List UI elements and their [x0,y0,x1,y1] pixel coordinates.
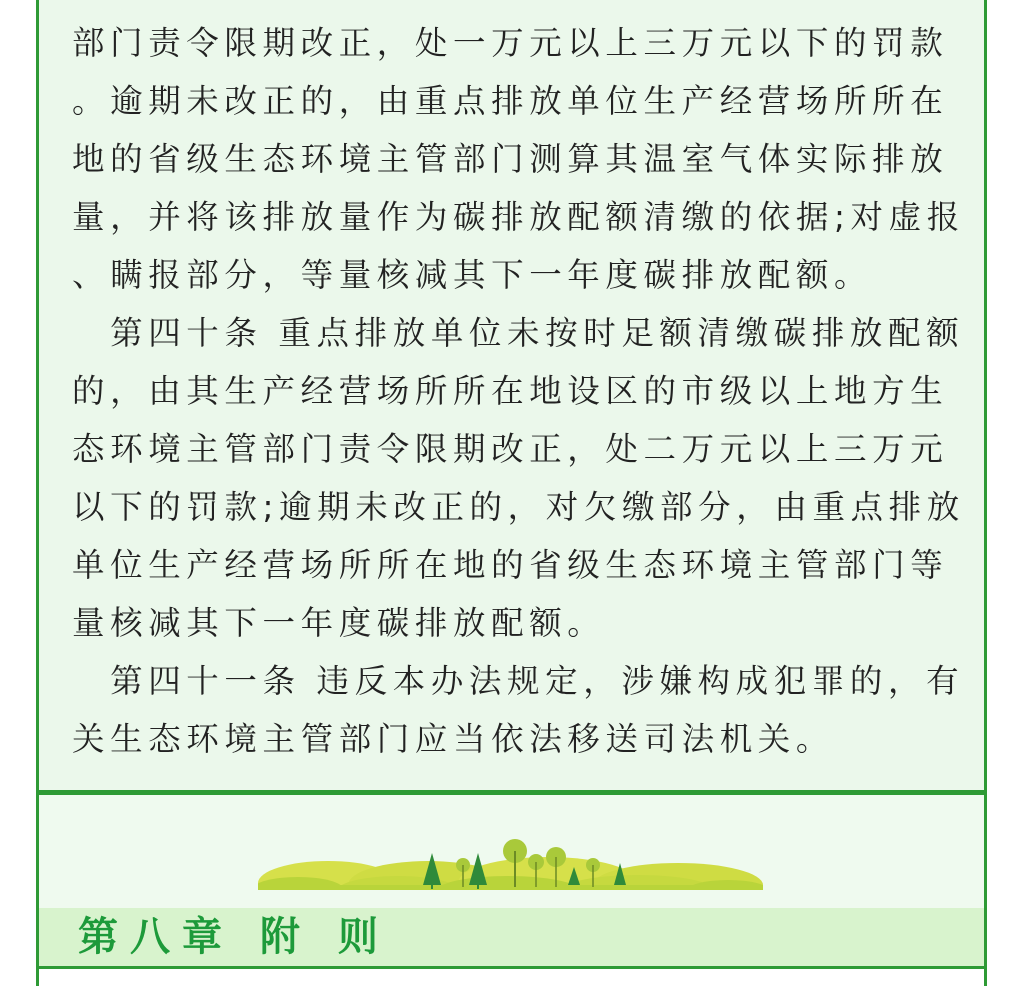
text-line: 单位生产经营场所所在地的省级生态环境主管部门等 [72,546,949,584]
text-line: 关生态环境主管部门应当依法移送司法机关。 [72,720,835,758]
text-line: 。逾期未改正的，由重点排放单位生产经营场所所在 [72,82,949,120]
article-41-first-line: 第四十一条 违反本办法规定，涉嫌构成犯罪的，有 [72,662,965,700]
text-line: 地的省级生态环境主管部门测算其温室气体实际排放 [72,140,949,178]
text-line: 量，并将该排放量作为碳排放配额清缴的依据;对虚报 [72,198,965,236]
text-line: 以下的罚款;逾期未改正的，对欠缴部分，由重点排放 [72,488,965,526]
divider [36,792,987,795]
chapter-title: 第八章 附 则 [78,914,390,960]
text-line-partial [72,0,972,14]
hills-and-trees-illustration [258,835,763,890]
text-line: 量核减其下一年度碳排放配额。 [72,604,606,642]
article-text [72,0,972,768]
text-line: 、瞒报部分，等量核减其下一年度碳排放配额。 [72,256,873,294]
text-line: 的，由其生产经营场所所在地设区的市级以上地方生 [72,372,949,410]
chapter-content-panel [36,966,987,986]
text-line: 部门责令限期改正，处一万元以上三万元以下的罚款 [72,24,949,62]
article-40-first-line: 第四十条 重点排放单位未按时足额清缴碳排放配额 [72,314,965,352]
text-line: 态环境主管部门责令限期改正，处二万元以上三万元 [72,430,949,468]
